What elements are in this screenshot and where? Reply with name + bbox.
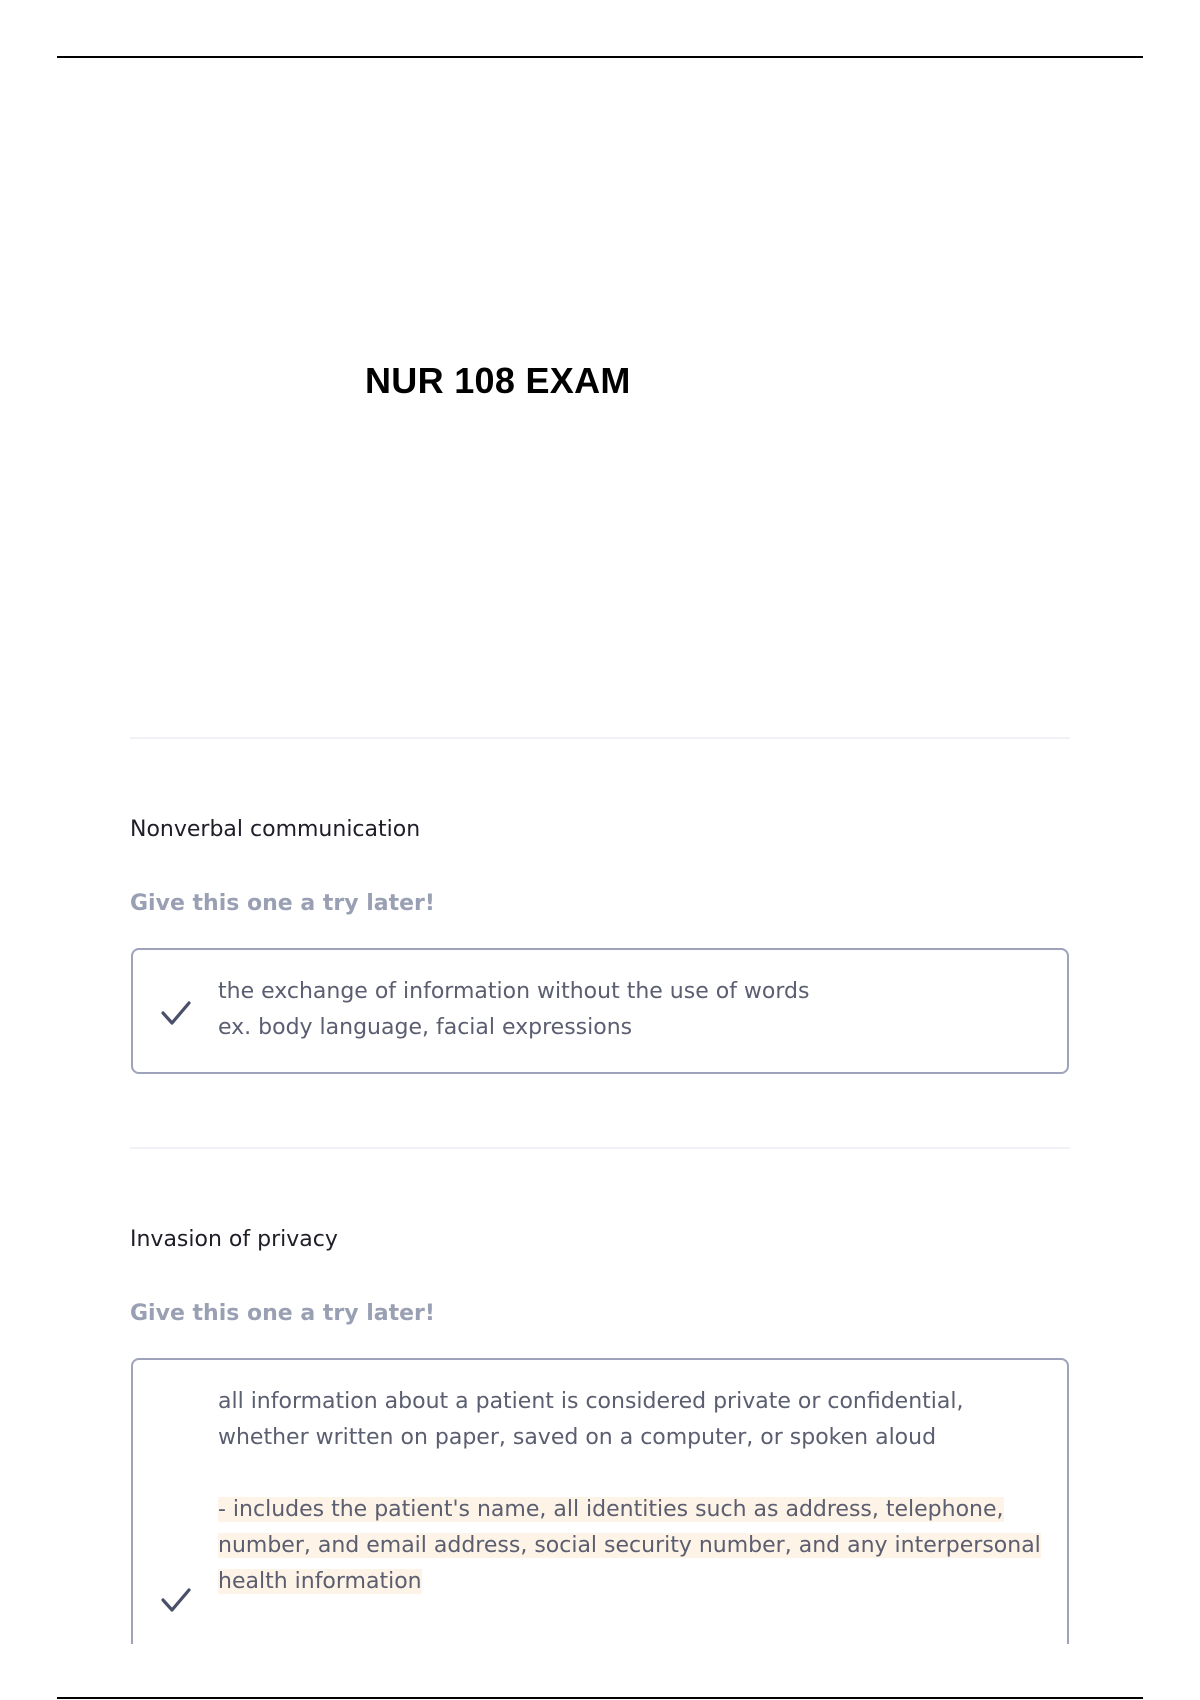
answer-line: ex. body language, facial expressions xyxy=(218,1015,633,1040)
page-bottom-rule xyxy=(57,1697,1143,1699)
card-hint[interactable]: Give this one a try later! xyxy=(130,1301,435,1326)
answer-line: whether written on paper, saved on a computer, or spoken aloud xyxy=(218,1425,937,1450)
check-icon xyxy=(159,998,193,1028)
answer-text xyxy=(218,1384,1041,1600)
card-divider xyxy=(130,737,1070,739)
card-term: Nonverbal communication xyxy=(130,817,421,842)
answer-text xyxy=(218,974,1027,1046)
highlighted-line: number, and email address, social security number, and any interpersonal xyxy=(218,1533,1041,1558)
highlighted-line: - includes the patient's name, all identities such as address, telephone, xyxy=(218,1497,1004,1522)
answer-line: all information about a patient is considered private or confidential, xyxy=(218,1389,964,1414)
exam-title: NUR 108 EXAM xyxy=(365,360,631,401)
card-divider xyxy=(130,1147,1070,1149)
answer-card[interactable] xyxy=(131,948,1069,1074)
highlighted-line: health information xyxy=(218,1569,422,1594)
check-icon xyxy=(159,1585,193,1615)
card-hint[interactable]: Give this one a try later! xyxy=(130,891,435,916)
answer-line: the exchange of information without the use of words xyxy=(218,979,810,1004)
answer-card[interactable] xyxy=(131,1358,1069,1644)
page-top-rule xyxy=(57,56,1143,58)
card-term: Invasion of privacy xyxy=(130,1227,338,1252)
